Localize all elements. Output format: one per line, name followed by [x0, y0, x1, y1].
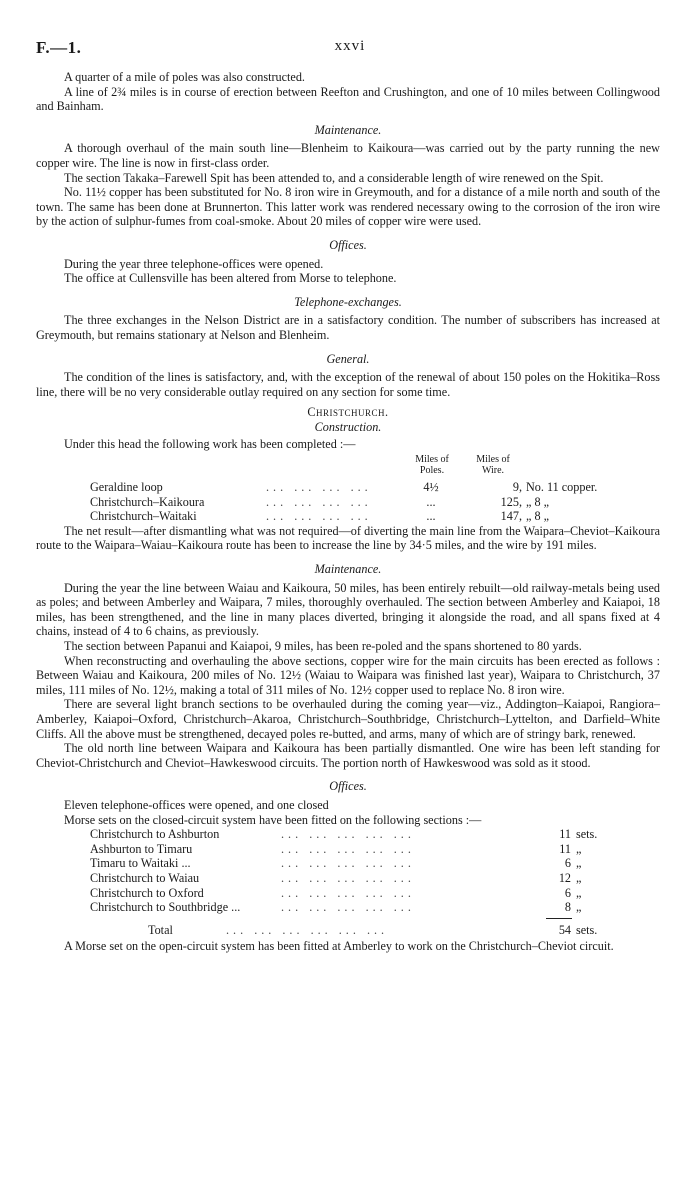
cell-unit: „	[576, 885, 582, 900]
total-rule	[36, 915, 660, 923]
leader-dots: ... ... ... ...	[266, 509, 372, 524]
section-heading-construction: Construction.	[314, 419, 382, 434]
section-heading-maintenance: Maintenance.	[314, 562, 382, 577]
table-row	[36, 842, 660, 857]
total-row	[36, 923, 660, 939]
cell-unit: „	[576, 856, 582, 871]
column-header-wire: Miles of Wire.	[476, 454, 510, 477]
row-label: Timaru to Waitaki ...	[90, 856, 191, 871]
section-heading-offices: Offices.	[329, 779, 367, 794]
paragraph: A quarter of a mile of poles was also constructed.	[64, 70, 305, 84]
table-row	[36, 480, 660, 495]
cell-unit: „	[576, 900, 582, 915]
cell-count: 12	[558, 870, 571, 885]
cell-wire: 147,	[500, 509, 522, 524]
paragraph: A line of 2¾ miles is in course of erection between Reefton and Crushington, and one of 10 miles between Collingwood and Bainham.	[36, 84, 660, 114]
cell-spec: „ 8 „	[526, 494, 550, 509]
cell-count: 11	[559, 841, 571, 856]
row-label: Christchurch to Waiau	[90, 870, 200, 885]
paragraph: The net result—after dismantling what was not required—of diverting the main line from the Waipara–Cheviot–Kaikoura route to the Waipara–Waiau–Kaikoura route has been to increase the line by 34·5 miles, and the wire by 191 miles.	[36, 523, 660, 553]
page-body	[36, 70, 660, 953]
paragraph: When reconstructing and overhauling the above sections, copper wire for the main circuits has been erected as follows : Between Waiau and Kaikoura, 200 miles of No. 12½ (Waiau to Waipara was finished last year), Waipara to Christchurch, 37 miles, 111 miles of No. 12½, making a total of 311 miles of No. 12½ copper used to replace No. 8 iron wire.	[36, 653, 660, 697]
row-label: Christchurch to Oxford	[90, 885, 204, 900]
paragraph: The section between Papanui and Kaiapoi, 9 miles, has been re-poled and the spans shortened to 80 yards.	[64, 639, 582, 653]
cell-poles: ...	[426, 509, 436, 524]
table-row	[36, 900, 660, 915]
cell-spec: No. 11 copper.	[526, 480, 598, 495]
morse-sets-table	[36, 827, 660, 939]
table-row	[36, 509, 660, 524]
table-row	[36, 495, 660, 510]
leader-dots: ... ... ... ... ...	[281, 841, 415, 856]
paragraph: A Morse set on the open-circuit system has been fitted at Amberley to work on the Christchurch–Cheviot circuit.	[64, 938, 614, 953]
report-code: F.—1.	[36, 38, 82, 57]
paragraph: No. 11½ copper has been substituted for No. 8 iron wire in Greymouth, and for a distance of a mile north and south of the town. The same has been done at Brunnerton. This latter work was rendered necessary owing to the corrosion of the iron wire by the action of sulphur-fumes from coal-smoke. About 20 miles of copper wire were used.	[36, 185, 660, 229]
cell-unit: „	[576, 870, 582, 885]
table-row	[36, 886, 660, 901]
cell-unit: „	[576, 841, 582, 856]
leader-dots: ... ... ... ... ...	[281, 900, 415, 915]
paragraph: Under this head the following work has been completed :—	[64, 437, 356, 452]
row-label: Christchurch to Southbridge ...	[90, 900, 241, 915]
leader-dots: ... ... ... ... ...	[281, 885, 415, 900]
column-header-poles: Miles of Poles.	[415, 454, 449, 477]
cell-poles: ...	[426, 494, 436, 509]
cell-count: 6	[564, 856, 571, 871]
leader-dots: ... ... ... ... ...	[281, 827, 415, 842]
cell-wire: 125,	[500, 494, 522, 509]
leader-dots: ... ... ... ... ...	[281, 856, 415, 871]
paragraph: The section Takaka–Farewell Spit has been attended to, and a considerable length of wire renewed on the Spit.	[64, 170, 604, 185]
section-heading-general: General.	[326, 351, 370, 366]
row-label: Ashburton to Timaru	[90, 841, 193, 856]
district-heading-christchurch: Christchurch.	[307, 405, 389, 420]
morse-intro-line: Morse sets on the closed-circuit system have been fitted on the following sections :—	[64, 812, 482, 827]
offices-line: Eleven telephone-offices were opened, and one closed	[64, 797, 329, 812]
leader-dots: ... ... ... ...	[266, 480, 372, 495]
cell-spec: „ 8 „	[526, 509, 550, 524]
row-label: Geraldine loop	[90, 480, 163, 495]
cell-count: 11	[559, 827, 571, 842]
leader-dots: ... ... ... ... ...	[281, 870, 415, 885]
leader-dots: ... ... ... ... ... ...	[226, 922, 389, 937]
paragraph: During the year three telephone-offices were opened.	[64, 256, 324, 271]
section-heading-offices: Offices.	[329, 237, 367, 252]
row-label: Christchurch–Waitaki	[90, 509, 197, 524]
section-heading-maintenance: Maintenance.	[314, 122, 382, 137]
row-label: Christchurch to Ashburton	[90, 827, 220, 842]
paragraph: A thorough overhaul of the main south line—Blenheim to Kaikoura—was carried out by the party running the new copper wire. The line is now in first-class order.	[36, 141, 660, 170]
paragraph: The office at Cullensville has been altered from Morse to telephone.	[64, 271, 397, 286]
table-row	[36, 856, 660, 871]
paragraph: The old north line between Waipara and Kaikoura has been partially dismantled. One wire has been left standing for Cheviot-Christchurch and Cheviot–Hawkeswood circuits. The portion north of Hawkeswood was sold as it stood.	[36, 741, 660, 770]
construction-table-header	[36, 454, 660, 480]
cell-count: 8	[564, 900, 571, 915]
rule-line	[546, 918, 572, 919]
construction-table	[36, 454, 660, 524]
paragraph: The three exchanges in the Nelson District are in a satisfactory condition. The number of subscribers has increased at Greymouth, but remains stationary at Nelson and Blenheim.	[36, 313, 660, 342]
total-unit: sets.	[576, 922, 598, 937]
cell-unit: sets.	[576, 827, 598, 842]
total-count: 54	[558, 922, 571, 937]
paragraph: There are several light branch sections to be overhauled during the coming year—viz., Addington–Kaiapoi, Rangiora–Amberley, Kaiapoi–Oxford, Christchurch–Akaroa, Christchurch–Southbridge, Christchurch–Lyttelton, and Darfield–White Cliffs. All the above must be strengthened, decayed poles re-butted, and arms, many of which are of stringy bark, renewed.	[36, 697, 660, 741]
section-heading-telephone-exchanges: Telephone-exchanges.	[294, 294, 402, 309]
total-label: Total	[148, 922, 173, 937]
table-row	[36, 827, 660, 842]
cell-count: 6	[564, 885, 571, 900]
cell-poles: 4½	[423, 480, 439, 495]
paragraph: During the year the line between Waiau and Kaikoura, 50 miles, has been entirely rebuilt—old railway-metals being used as poles; and between Amberley and Waipara, 7 miles, thoroughly overhauled. The section between Amberley and Kaiapoi, 18 miles, has been strengthened, and the line in many places diverted, bringing it alongside the road, and all spans fixed at 4 chains, instead of 4 to 6 chains, as previously.	[36, 580, 660, 639]
row-label: Christchurch–Kaikoura	[90, 494, 205, 509]
cell-wire: 9,	[512, 480, 522, 495]
paragraph: The condition of the lines is satisfactory, and, with the exception of the renewal of about 150 poles on the Hokitika–Ross line, there will be no very considerable outlay required on any section for some time.	[36, 370, 660, 399]
leader-dots: ... ... ... ...	[266, 494, 372, 509]
table-row	[36, 871, 660, 886]
page-number: xxvi	[334, 38, 366, 54]
